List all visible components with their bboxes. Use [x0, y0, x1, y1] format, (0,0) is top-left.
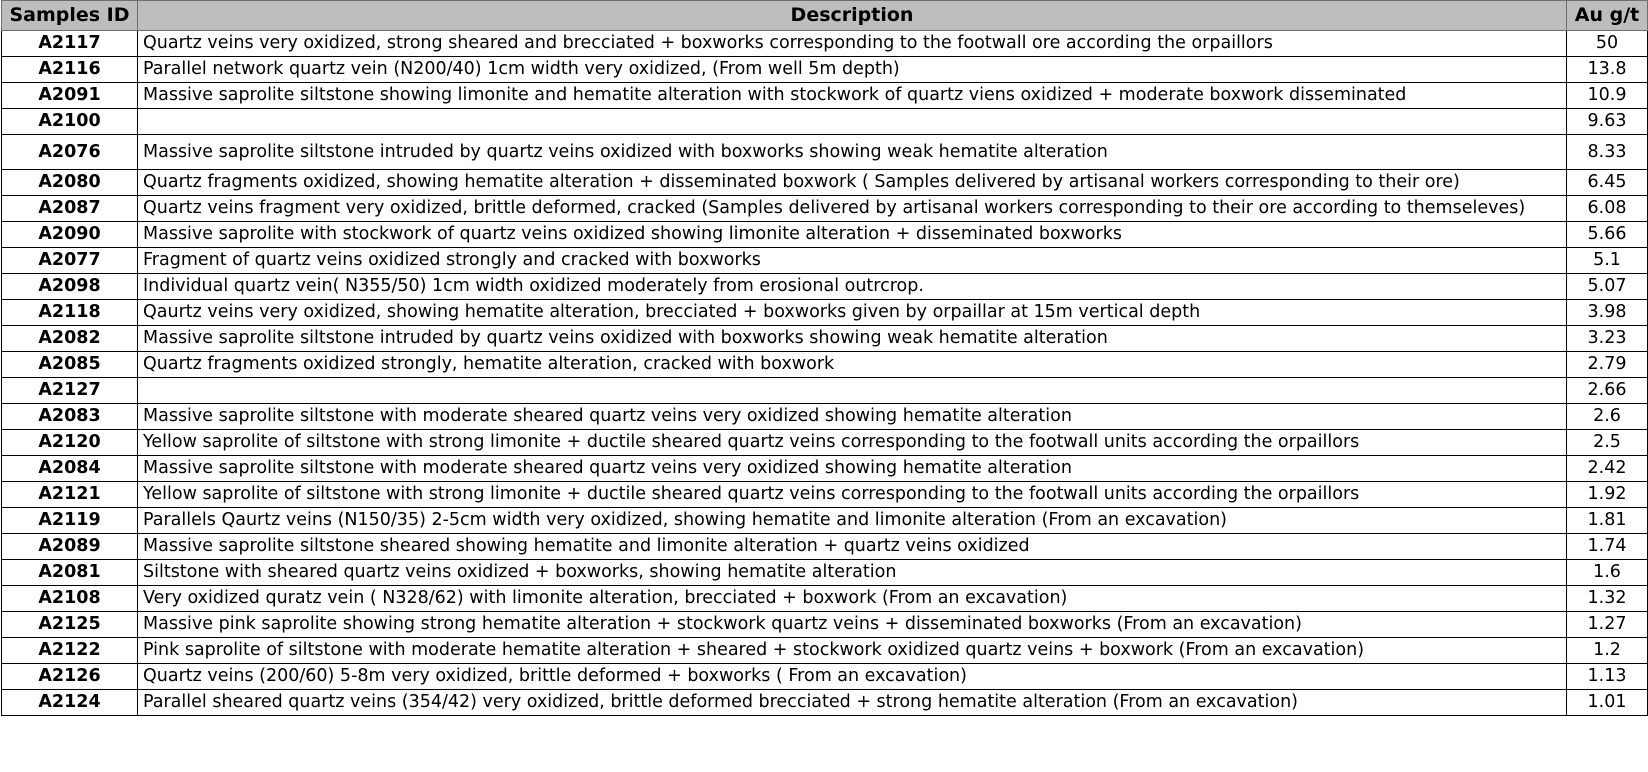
description-cell: Massive saprolite with stockwork of quartz veins oxidized showing limonite alteration + disseminated boxworks — [138, 222, 1567, 248]
table-row — [2, 196, 1648, 222]
au-value-cell: 2.5 — [1567, 430, 1648, 456]
au-value-cell: 13.8 — [1567, 57, 1648, 83]
sample-id-cell: A2084 — [2, 456, 138, 482]
sample-id-cell: A2081 — [2, 560, 138, 586]
table-row — [2, 664, 1648, 690]
au-value-cell: 8.33 — [1567, 135, 1648, 170]
table-row — [2, 534, 1648, 560]
description-cell: Individual quartz vein( N355/50) 1cm width oxidized moderately from erosional outrcrop. — [138, 274, 1567, 300]
table-row — [2, 430, 1648, 456]
header-samples-id: Samples ID — [2, 1, 138, 31]
table-row — [2, 57, 1648, 83]
sample-id-cell: A2085 — [2, 352, 138, 378]
sample-id-cell: A2090 — [2, 222, 138, 248]
description-cell: Parallel network quartz vein (N200/40) 1cm width very oxidized, (From well 5m depth) — [138, 57, 1567, 83]
table-row — [2, 170, 1648, 196]
header-row — [2, 1, 1648, 31]
table-row — [2, 612, 1648, 638]
sample-id-cell: A2089 — [2, 534, 138, 560]
au-value-cell: 1.92 — [1567, 482, 1648, 508]
au-value-cell: 1.6 — [1567, 560, 1648, 586]
table-row — [2, 352, 1648, 378]
description-cell: Massive saprolite siltstone with moderate sheared quartz veins very oxidized showing hematite alteration — [138, 404, 1567, 430]
au-value-cell: 1.74 — [1567, 534, 1648, 560]
table-row — [2, 135, 1648, 170]
au-value-cell: 1.81 — [1567, 508, 1648, 534]
table-row — [2, 638, 1648, 664]
table-body — [2, 31, 1648, 716]
sample-id-cell: A2083 — [2, 404, 138, 430]
table-row — [2, 378, 1648, 404]
sample-id-cell: A2117 — [2, 31, 138, 57]
description-cell: Parallel sheared quartz veins (354/42) very oxidized, brittle deformed brecciated + strong hematite alteration (From an excavation) — [138, 690, 1567, 716]
sample-id-cell: A2118 — [2, 300, 138, 326]
sample-id-cell: A2124 — [2, 690, 138, 716]
description-cell: Quartz veins (200/60) 5-8m very oxidized, brittle deformed + boxworks ( From an excavation) — [138, 664, 1567, 690]
sample-id-cell: A2076 — [2, 135, 138, 170]
au-value-cell: 6.45 — [1567, 170, 1648, 196]
header-description: Description — [138, 1, 1567, 31]
au-value-cell: 3.23 — [1567, 326, 1648, 352]
table-row — [2, 31, 1648, 57]
table-row — [2, 456, 1648, 482]
description-cell: Qaurtz veins very oxidized, showing hematite alteration, brecciated + boxworks given by orpaillar at 15m vertical depth — [138, 300, 1567, 326]
au-value-cell: 6.08 — [1567, 196, 1648, 222]
sample-id-cell: A2119 — [2, 508, 138, 534]
description-cell: Yellow saprolite of siltstone with strong limonite + ductile sheared quartz veins corresponding to the footwall units according the orpaillors — [138, 430, 1567, 456]
table-row — [2, 482, 1648, 508]
description-cell: Massive saprolite siltstone intruded by quartz veins oxidized with boxworks showing weak hematite alteration — [138, 135, 1567, 170]
description-cell: Very oxidized quratz vein ( N328/62) with limonite alteration, brecciated + boxwork (From an excavation) — [138, 586, 1567, 612]
sample-id-cell: A2100 — [2, 109, 138, 135]
description-cell — [138, 109, 1567, 135]
au-value-cell: 50 — [1567, 31, 1648, 57]
sample-id-cell: A2098 — [2, 274, 138, 300]
table-row — [2, 586, 1648, 612]
au-value-cell: 1.32 — [1567, 586, 1648, 612]
table-row — [2, 83, 1648, 109]
samples-table — [1, 0, 1648, 716]
au-value-cell: 5.07 — [1567, 274, 1648, 300]
au-value-cell: 2.42 — [1567, 456, 1648, 482]
au-value-cell: 2.66 — [1567, 378, 1648, 404]
sample-id-cell: A2121 — [2, 482, 138, 508]
sample-id-cell: A2120 — [2, 430, 138, 456]
au-value-cell: 5.1 — [1567, 248, 1648, 274]
description-cell: Massive saprolite siltstone intruded by quartz veins oxidized with boxworks showing weak hematite alteration — [138, 326, 1567, 352]
sample-id-cell: A2126 — [2, 664, 138, 690]
table-row — [2, 508, 1648, 534]
table-row — [2, 222, 1648, 248]
description-cell: Yellow saprolite of siltstone with strong limonite + ductile sheared quartz veins corresponding to the footwall units according the orpaillors — [138, 482, 1567, 508]
au-value-cell: 3.98 — [1567, 300, 1648, 326]
description-cell: Massive saprolite siltstone sheared showing hematite and limonite alteration + quartz veins oxidized — [138, 534, 1567, 560]
sample-id-cell: A2080 — [2, 170, 138, 196]
description-cell: Fragment of quartz veins oxidized strongly and cracked with boxworks — [138, 248, 1567, 274]
table-row — [2, 560, 1648, 586]
table-row — [2, 109, 1648, 135]
description-cell: Quartz veins very oxidized, strong sheared and brecciated + boxworks corresponding to the footwall ore according the orpaillors — [138, 31, 1567, 57]
au-value-cell: 1.13 — [1567, 664, 1648, 690]
description-cell — [138, 378, 1567, 404]
table-row — [2, 300, 1648, 326]
description-cell: Quartz veins fragment very oxidized, brittle deformed, cracked (Samples delivered by artisanal workers corresponding to their ore according to themseleves) — [138, 196, 1567, 222]
au-value-cell: 2.6 — [1567, 404, 1648, 430]
description-cell: Massive pink saprolite showing strong hematite alteration + stockwork quartz veins + disseminated boxworks (From an excavation) — [138, 612, 1567, 638]
description-cell: Quartz fragments oxidized strongly, hematite alteration, cracked with boxwork — [138, 352, 1567, 378]
au-value-cell: 5.66 — [1567, 222, 1648, 248]
description-cell: Siltstone with sheared quartz veins oxidized + boxworks, showing hematite alteration — [138, 560, 1567, 586]
description-cell: Parallels Qaurtz veins (N150/35) 2-5cm width very oxidized, showing hematite and limonite alteration (From an excavation) — [138, 508, 1567, 534]
au-value-cell: 10.9 — [1567, 83, 1648, 109]
sample-id-cell: A2116 — [2, 57, 138, 83]
table-row — [2, 326, 1648, 352]
sample-id-cell: A2091 — [2, 83, 138, 109]
table-row — [2, 690, 1648, 716]
sample-id-cell: A2125 — [2, 612, 138, 638]
sample-id-cell: A2108 — [2, 586, 138, 612]
header-au: Au g/t — [1567, 1, 1648, 31]
sample-id-cell: A2077 — [2, 248, 138, 274]
au-value-cell: 1.27 — [1567, 612, 1648, 638]
table-row — [2, 404, 1648, 430]
description-cell: Quartz fragments oxidized, showing hematite alteration + disseminated boxwork ( Samples delivered by artisanal workers corresponding to their ore) — [138, 170, 1567, 196]
description-cell: Massive saprolite siltstone with moderate sheared quartz veins very oxidized showing hematite alteration — [138, 456, 1567, 482]
au-value-cell: 1.01 — [1567, 690, 1648, 716]
sample-id-cell: A2122 — [2, 638, 138, 664]
au-value-cell: 1.2 — [1567, 638, 1648, 664]
table-row — [2, 274, 1648, 300]
sample-id-cell: A2127 — [2, 378, 138, 404]
sample-id-cell: A2082 — [2, 326, 138, 352]
au-value-cell: 2.79 — [1567, 352, 1648, 378]
table-row — [2, 248, 1648, 274]
description-cell: Pink saprolite of siltstone with moderate hematite alteration + sheared + stockwork oxidized quartz veins + boxwork (From an excavation) — [138, 638, 1567, 664]
au-value-cell: 9.63 — [1567, 109, 1648, 135]
sample-id-cell: A2087 — [2, 196, 138, 222]
description-cell: Massive saprolite siltstone showing limonite and hematite alteration with stockwork of quartz viens oxidized + moderate boxwork disseminated — [138, 83, 1567, 109]
